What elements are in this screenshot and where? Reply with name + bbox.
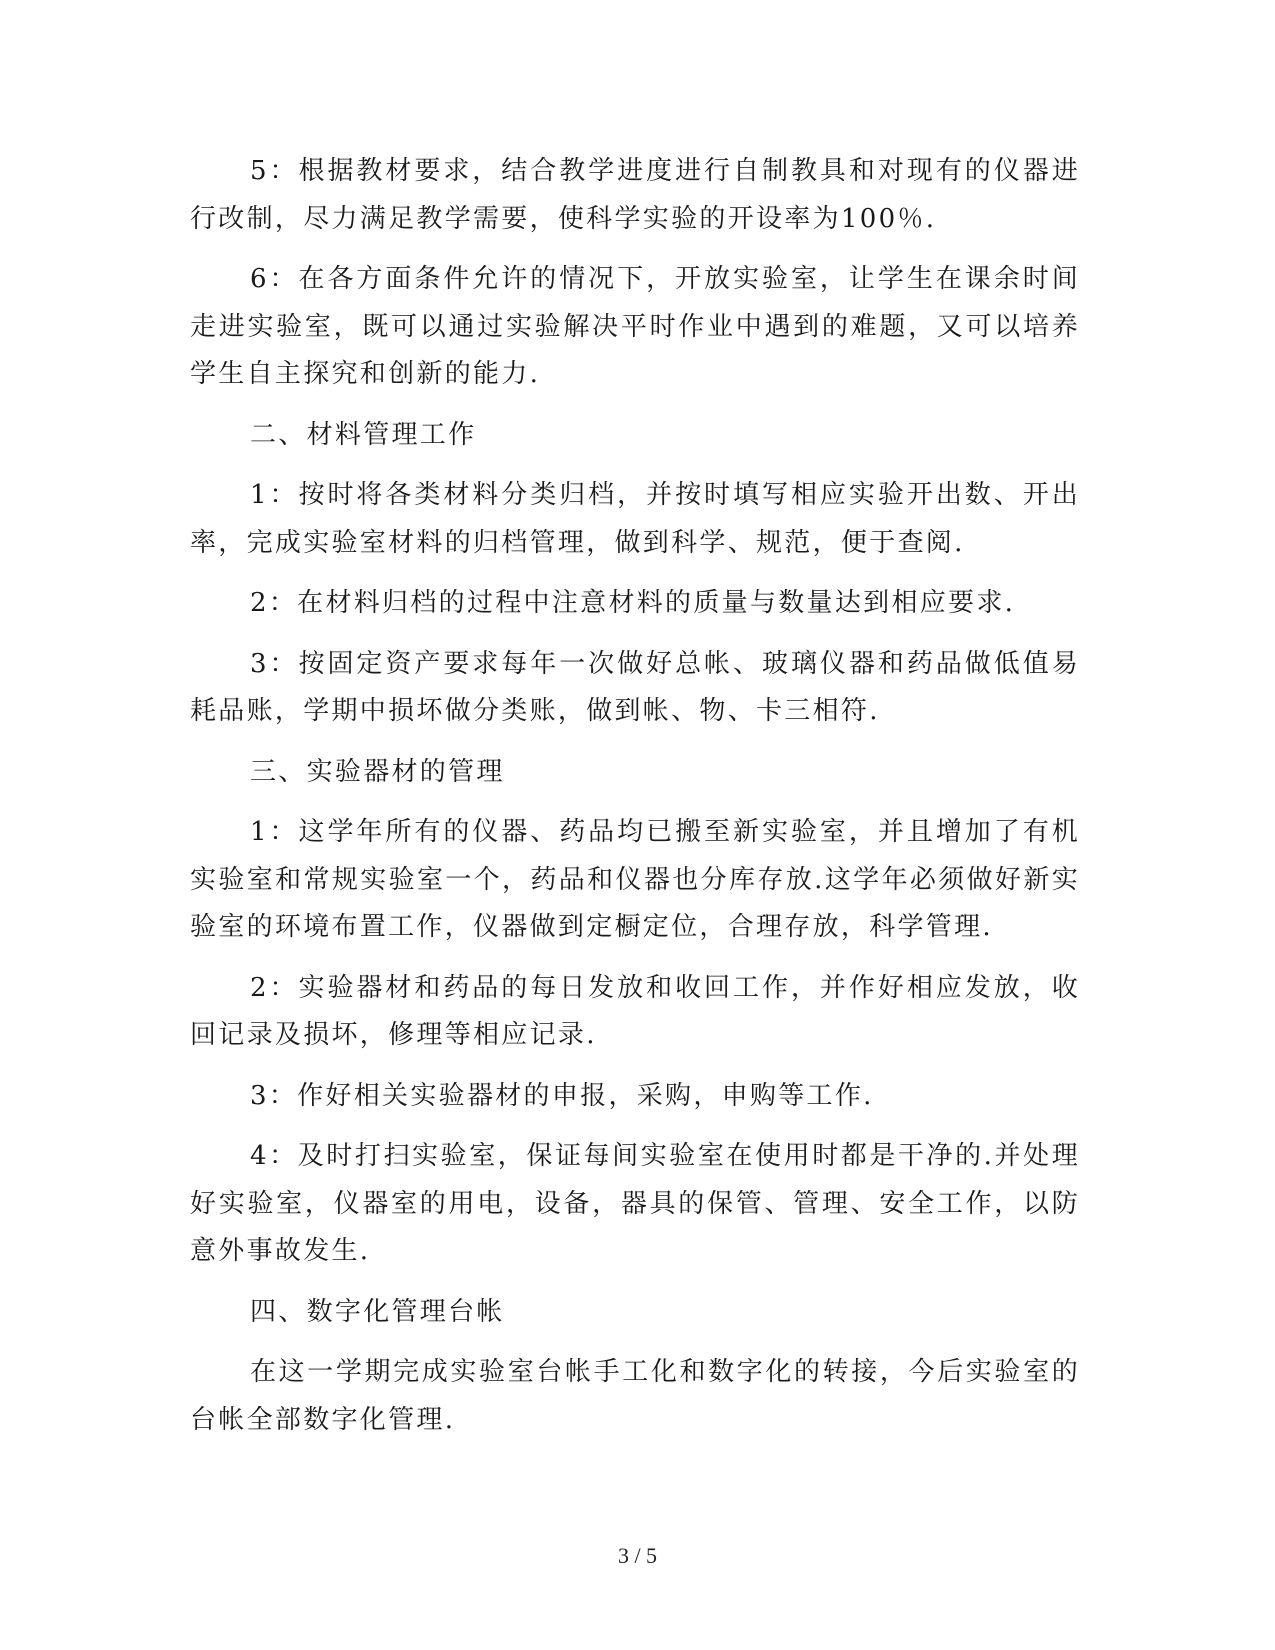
document-body	[190, 148, 1080, 1457]
paragraph-item-6: 6：在各方面条件允许的情况下，开放实验室，让学生在课余时间走进实验室，既可以通过实验解决平时作业中遇到的难题，又可以培养学生自主探究和创新的能力.	[190, 264, 1080, 389]
paragraph-materials-3: 3：按固定资产要求每年一次做好总帐、玻璃仪器和药品做低值易耗品账，学期中损坏做分类账，做到帐、物、卡三相符.	[190, 648, 1080, 726]
paragraph-materials-2: 2：在材料归档的过程中注意材料的质量与数量达到相应要求.	[250, 588, 1016, 618]
paragraph-digital-1: 在这一学期完成实验室台帐手工化和数字化的转接，今后实验室的台帐全部数字化管理.	[190, 1357, 1080, 1435]
paragraph-equipment-2: 2：实验器材和药品的每日发放和收回工作，并作好相应发放，收回记录及损坏，修理等相应记录.	[190, 972, 1080, 1050]
paragraph-materials-1: 1：按时将各类材料分类归档，并按时填写相应实验开出数、开出率，完成实验室材料的归档管理，做到科学、规范，便于查阅.	[190, 480, 1080, 558]
paragraph-equipment-4: 4：及时打扫实验室，保证每间实验室在使用时都是干净的.并处理好实验室，仪器室的用电，设备，器具的保管、管理、安全工作，以防意外事故发生.	[190, 1141, 1080, 1266]
paragraph-equipment-1: 1：这学年所有的仪器、药品均已搬至新实验室，并且增加了有机实验室和常规实验室一个，药品和仪器也分库存放.这学年必须做好新实验室的环境布置工作，仪器做到定橱定位，合理存放，科学管理.	[190, 817, 1080, 942]
section-heading-digital: 四、数字化管理台帐	[250, 1296, 505, 1327]
paragraph-equipment-3: 3：作好相关实验器材的申报，采购，申购等工作.	[250, 1080, 874, 1111]
page-number: 3 / 5	[617, 1543, 658, 1568]
section-heading-materials: 二、材料管理工作	[250, 419, 477, 450]
section-heading-equipment: 三、实验器材的管理	[250, 756, 505, 787]
paragraph-item-5: 5：根据教材要求，结合教学进度进行自制教具和对现有的仪器进行改制，尽力满足教学需要，使科学实验的开设率为100％.	[190, 156, 1080, 234]
